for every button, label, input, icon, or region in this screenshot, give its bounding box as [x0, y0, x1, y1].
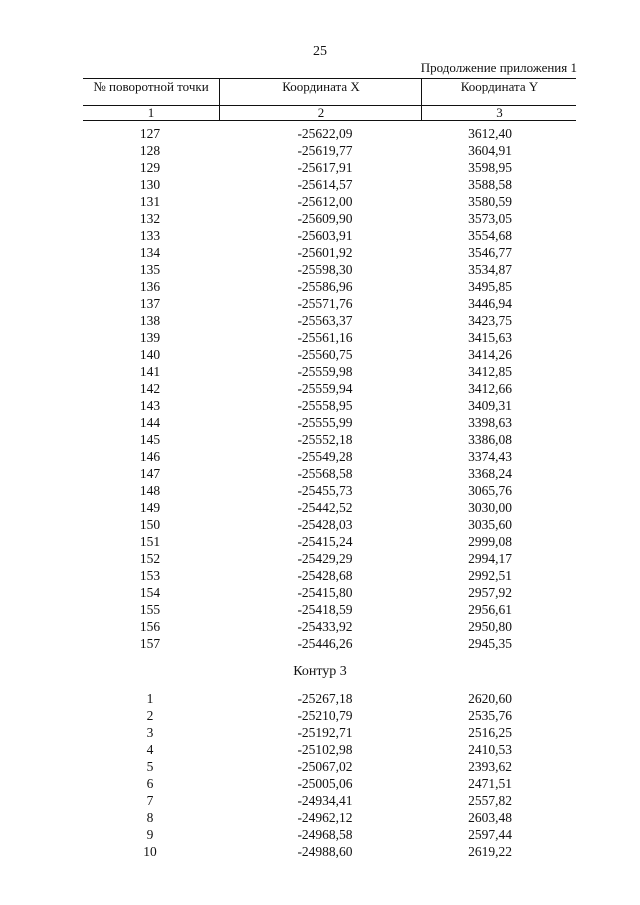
table-row — [0, 635, 640, 652]
coordinate-x: -25617,91 — [297, 160, 353, 175]
header-num-1: 1 — [147, 105, 155, 120]
table-row — [0, 380, 640, 397]
coordinate-y: 3573,05 — [468, 211, 512, 226]
coordinate-y: 3035,60 — [468, 517, 512, 532]
coordinate-x: -25192,71 — [297, 725, 353, 740]
continuation-note: Продолжение приложения 1 — [420, 60, 577, 75]
coordinate-x: -24962,12 — [297, 810, 353, 825]
table-row — [0, 125, 640, 142]
table-row — [0, 227, 640, 244]
coordinate-x: -24934,41 — [297, 793, 353, 808]
header-title-y: Координата Y — [460, 79, 539, 94]
point-number: 8 — [146, 810, 154, 825]
header-col-y — [421, 79, 577, 121]
coordinate-y: 3412,66 — [468, 381, 512, 396]
point-number: 136 — [139, 279, 161, 294]
table-row — [0, 601, 640, 618]
table-body-top — [0, 125, 640, 652]
coordinate-x: -24988,60 — [297, 844, 353, 859]
coordinate-y: 3580,59 — [468, 194, 512, 209]
point-number: 144 — [139, 415, 161, 430]
table-row — [0, 516, 640, 533]
table-row — [0, 210, 640, 227]
coordinate-y: 2994,17 — [468, 551, 512, 566]
point-number: 146 — [139, 449, 161, 464]
coordinate-x: -25598,30 — [297, 262, 353, 277]
table-row — [0, 758, 640, 775]
header-bottom-border — [83, 120, 576, 121]
point-number: 149 — [139, 500, 161, 515]
coordinate-x: -25560,75 — [297, 347, 353, 362]
table-row — [0, 448, 640, 465]
coordinate-x: -25559,98 — [297, 364, 353, 379]
coordinate-x: -25622,09 — [297, 126, 353, 141]
point-number: 145 — [139, 432, 161, 447]
table-row — [0, 329, 640, 346]
coordinate-x: -25619,77 — [297, 143, 353, 158]
coordinate-y: 2410,53 — [468, 742, 512, 757]
table-row — [0, 159, 640, 176]
table-row — [0, 618, 640, 635]
coordinate-y: 2619,22 — [468, 844, 512, 859]
coordinate-y: 3598,95 — [468, 160, 512, 175]
table-row — [0, 346, 640, 363]
coordinate-y: 3446,94 — [468, 296, 512, 311]
table-row — [0, 533, 640, 550]
coordinate-y: 3030,00 — [468, 500, 512, 515]
coordinate-y: 3386,08 — [468, 432, 512, 447]
header-title-point: № поворотной точки — [93, 79, 209, 94]
point-number: 143 — [139, 398, 161, 413]
point-number: 150 — [139, 517, 161, 532]
coordinate-x: -25601,92 — [297, 245, 353, 260]
header-divider — [83, 105, 576, 106]
coordinate-x: -25067,02 — [297, 759, 353, 774]
point-number: 154 — [139, 585, 161, 600]
coordinate-y: 3546,77 — [468, 245, 512, 260]
coordinate-y: 2999,08 — [468, 534, 512, 549]
coordinate-y: 2535,76 — [468, 708, 512, 723]
coordinate-y: 2620,60 — [468, 691, 512, 706]
point-number: 152 — [139, 551, 161, 566]
table-row — [0, 312, 640, 329]
point-number: 137 — [139, 296, 161, 311]
coordinate-x: -25563,37 — [297, 313, 353, 328]
point-number: 9 — [146, 827, 154, 842]
table-row — [0, 397, 640, 414]
point-number: 131 — [139, 194, 161, 209]
coordinate-x: -25455,73 — [297, 483, 353, 498]
coordinate-x: -25558,95 — [297, 398, 353, 413]
coordinate-y: 3554,68 — [468, 228, 512, 243]
coordinate-x: -25549,28 — [297, 449, 353, 464]
coordinate-y: 2950,80 — [468, 619, 512, 634]
coordinate-x: -25267,18 — [297, 691, 353, 706]
coordinate-y: 3588,58 — [468, 177, 512, 192]
point-number: 132 — [139, 211, 161, 226]
header-title-x: Координата X — [282, 79, 360, 94]
coordinate-y: 3398,63 — [468, 415, 512, 430]
point-number: 135 — [139, 262, 161, 277]
point-number: 10 — [143, 844, 157, 859]
coordinate-x: -25418,59 — [297, 602, 353, 617]
coordinate-x: -25446,26 — [297, 636, 353, 651]
coordinate-x: -25552,18 — [297, 432, 353, 447]
coordinate-x: -25559,94 — [297, 381, 353, 396]
table-row — [0, 775, 640, 792]
table-body-bottom — [0, 690, 640, 860]
point-number: 127 — [139, 126, 161, 141]
point-number: 140 — [139, 347, 161, 362]
section-title: Контур 3 — [293, 664, 347, 679]
coordinate-y: 3495,85 — [468, 279, 512, 294]
table-header — [83, 78, 576, 121]
point-number: 6 — [146, 776, 154, 791]
table-row — [0, 826, 640, 843]
table-row — [0, 142, 640, 159]
table-row — [0, 567, 640, 584]
table-row — [0, 414, 640, 431]
coordinate-y: 3414,26 — [468, 347, 512, 362]
coordinate-y: 3409,31 — [468, 398, 512, 413]
table-row — [0, 843, 640, 860]
header-col-point — [83, 79, 219, 121]
coordinate-x: -25415,80 — [297, 585, 353, 600]
point-number: 1 — [146, 691, 154, 706]
point-number: 2 — [146, 708, 154, 723]
coordinate-y: 3534,87 — [468, 262, 512, 277]
point-number: 151 — [139, 534, 161, 549]
point-number: 139 — [139, 330, 161, 345]
coordinate-x: -25568,58 — [297, 466, 353, 481]
coordinate-y: 2516,25 — [468, 725, 512, 740]
point-number: 138 — [139, 313, 161, 328]
coordinate-x: -25609,90 — [297, 211, 353, 226]
coordinate-x: -25586,96 — [297, 279, 353, 294]
point-number: 142 — [139, 381, 161, 396]
coordinate-y: 3423,75 — [468, 313, 512, 328]
coordinate-y: 3368,24 — [468, 466, 512, 481]
coordinate-y: 3374,43 — [468, 449, 512, 464]
coordinate-x: -25428,68 — [297, 568, 353, 583]
table-row — [0, 584, 640, 601]
table-row — [0, 363, 640, 380]
coordinate-x: -25415,24 — [297, 534, 353, 549]
coordinate-x: -25614,57 — [297, 177, 353, 192]
coordinate-x: -25102,98 — [297, 742, 353, 757]
coordinate-x: -24968,58 — [297, 827, 353, 842]
table-row — [0, 261, 640, 278]
coordinate-y: 3065,76 — [468, 483, 512, 498]
coordinate-y: 2957,92 — [468, 585, 512, 600]
point-number: 133 — [139, 228, 161, 243]
table-row — [0, 176, 640, 193]
coordinate-y: 2471,51 — [468, 776, 512, 791]
header-num-2: 2 — [317, 105, 325, 120]
table-row — [0, 741, 640, 758]
table-row — [0, 295, 640, 312]
coordinate-y: 2597,44 — [468, 827, 512, 842]
coordinate-y: 2945,35 — [468, 636, 512, 651]
coordinate-x: -25561,16 — [297, 330, 353, 345]
coordinate-x: -25603,91 — [297, 228, 353, 243]
table-row — [0, 465, 640, 482]
coordinate-x: -25442,52 — [297, 500, 353, 515]
coordinate-x: -25555,99 — [297, 415, 353, 430]
header-col-x — [219, 79, 422, 121]
coordinate-y: 3415,63 — [468, 330, 512, 345]
table-row — [0, 690, 640, 707]
point-number: 3 — [146, 725, 154, 740]
point-number: 5 — [146, 759, 154, 774]
coordinate-y: 2956,61 — [468, 602, 512, 617]
coordinate-y: 2557,82 — [468, 793, 512, 808]
point-number: 155 — [139, 602, 161, 617]
table-row — [0, 193, 640, 210]
point-number: 141 — [139, 364, 161, 379]
table-row — [0, 244, 640, 261]
point-number: 157 — [139, 636, 161, 651]
point-number: 147 — [139, 466, 161, 481]
coordinate-x: -25210,79 — [297, 708, 353, 723]
table-row — [0, 707, 640, 724]
point-number: 4 — [146, 742, 154, 757]
coordinate-y: 2393,62 — [468, 759, 512, 774]
table-row — [0, 792, 640, 809]
coordinate-x: -25429,29 — [297, 551, 353, 566]
table-row — [0, 278, 640, 295]
point-number: 7 — [146, 793, 154, 808]
page-number: 25 — [313, 44, 327, 59]
coordinate-y: 2603,48 — [468, 810, 512, 825]
coordinate-y: 2992,51 — [468, 568, 512, 583]
table-row — [0, 809, 640, 826]
table-row — [0, 499, 640, 516]
coordinate-x: -25571,76 — [297, 296, 353, 311]
point-number: 130 — [139, 177, 161, 192]
header-num-3: 3 — [496, 105, 503, 120]
table-row — [0, 482, 640, 499]
point-number: 129 — [139, 160, 161, 175]
coordinate-y: 3604,91 — [468, 143, 512, 158]
table-row — [0, 431, 640, 448]
point-number: 153 — [139, 568, 161, 583]
coordinate-y: 3412,85 — [468, 364, 512, 379]
table-row — [0, 550, 640, 567]
coordinate-x: -25428,03 — [297, 517, 353, 532]
point-number: 134 — [139, 245, 161, 260]
point-number: 148 — [139, 483, 161, 498]
coordinate-y: 3612,40 — [468, 126, 512, 141]
point-number: 156 — [139, 619, 161, 634]
coordinate-x: -25612,00 — [297, 194, 353, 209]
coordinate-x: -25433,92 — [297, 619, 353, 634]
coordinate-x: -25005,06 — [297, 776, 353, 791]
point-number: 128 — [139, 143, 161, 158]
table-row — [0, 724, 640, 741]
